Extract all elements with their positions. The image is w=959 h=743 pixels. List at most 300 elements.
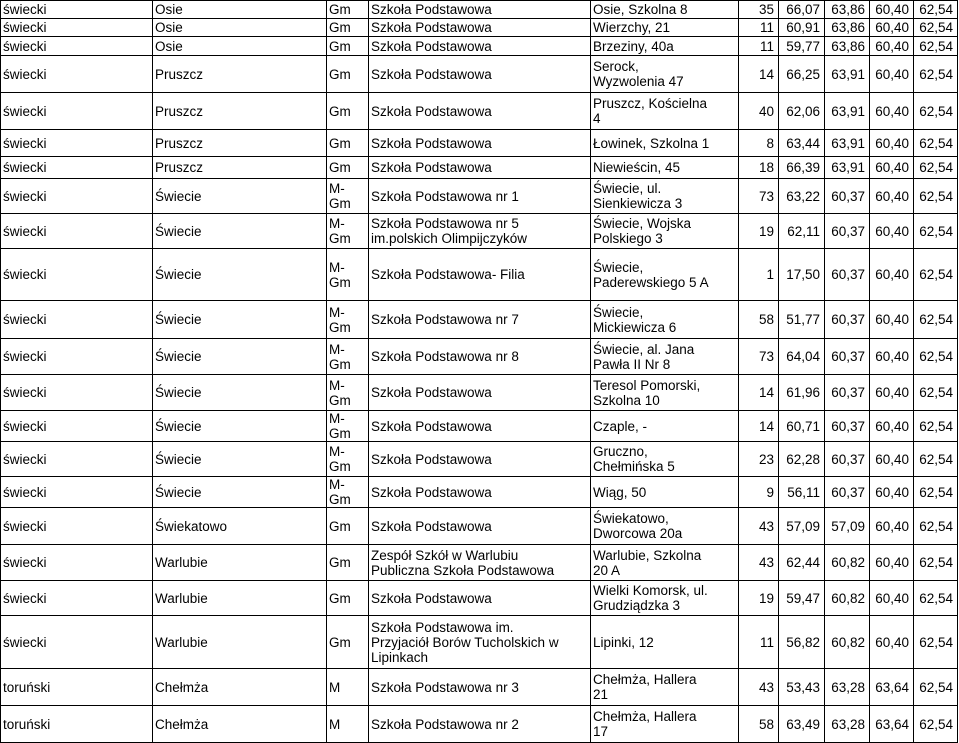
cell-score-powiat: 60,40: [870, 545, 914, 581]
cell-szkola: [369, 249, 591, 301]
table-row: [1, 56, 958, 93]
cell-typ: Gm: [327, 1, 369, 19]
cell-powiat: świecki: [1, 411, 153, 442]
cell-szkola-line: Szkoła Podstawowa: [371, 103, 492, 119]
cell-score-powiat: 60,40: [870, 508, 914, 545]
cell-szkola: [369, 375, 591, 411]
cell-szkola-line: Szkoła Podstawowa nr 5: [371, 216, 519, 231]
cell-typ: M-Gm: [327, 179, 369, 214]
cell-adres-line: Wielki Komorsk, ul.: [593, 583, 708, 598]
cell-powiat: świecki: [1, 1, 153, 19]
cell-adres: [591, 616, 739, 669]
cell-gmina: Świecie: [153, 375, 327, 411]
cell-typ: Gm: [327, 581, 369, 616]
cell-adres: [591, 179, 739, 214]
cell-score-wojewodztwo: 62,54: [914, 669, 958, 706]
table-row: [1, 249, 958, 301]
cell-score-gmina: 63,86: [825, 1, 870, 19]
cell-szkola: [369, 1, 591, 19]
cell-score-wojewodztwo: 62,54: [914, 581, 958, 616]
cell-typ: Gm: [327, 130, 369, 157]
cell-score-powiat: 60,40: [870, 477, 914, 508]
cell-score-school: 57,09: [779, 508, 825, 545]
table-row: [1, 37, 958, 56]
cell-typ: Gm: [327, 545, 369, 581]
cell-adres-line: Niewieścin, 45: [593, 160, 681, 175]
cell-szkola-line: Szkoła Podstawowa nr 1: [371, 188, 519, 204]
cell-score-school: 64,04: [779, 339, 825, 375]
cell-szkola-line: Publiczna Szkoła Podstawowa: [371, 562, 555, 578]
cell-szkola: [369, 616, 591, 669]
cell-adres-line: Brzeziny, 40a: [593, 38, 674, 54]
cell-powiat: świecki: [1, 56, 153, 93]
cell-powiat: toruński: [1, 669, 153, 706]
cell-typ: M-Gm: [327, 301, 369, 339]
cell-score-wojewodztwo: 62,54: [914, 301, 958, 339]
cell-score-gmina: 60,37: [825, 179, 870, 214]
cell-score-powiat: 60,40: [870, 301, 914, 339]
cell-score-powiat: 60,40: [870, 56, 914, 93]
cell-score-gmina: 60,37: [825, 339, 870, 375]
cell-adres: [591, 508, 739, 545]
cell-score-wojewodztwo: 62,54: [914, 706, 958, 743]
cell-adres-line: Serock,: [593, 59, 639, 74]
cell-score-school: 63,49: [779, 706, 825, 743]
cell-score-school: 53,43: [779, 669, 825, 706]
table-row: [1, 477, 958, 508]
cell-typ: M-Gm: [327, 411, 369, 442]
cell-count: 23: [739, 442, 779, 477]
cell-score-school: 62,28: [779, 442, 825, 477]
cell-adres: [591, 301, 739, 339]
cell-adres-line: Pruszcz, Kościelna: [593, 96, 708, 111]
cell-count: 14: [739, 411, 779, 442]
cell-count: 40: [739, 93, 779, 130]
cell-score-gmina: 63,91: [825, 93, 870, 130]
cell-szkola-line: Szkoła Podstawowa nr 8: [371, 349, 519, 364]
cell-adres-line: Czaple, -: [593, 418, 648, 434]
cell-powiat: świecki: [1, 214, 153, 249]
cell-score-school: 62,11: [779, 214, 825, 249]
cell-count: 58: [739, 301, 779, 339]
cell-score-wojewodztwo: 62,54: [914, 19, 958, 37]
table-row: [1, 545, 958, 581]
cell-score-powiat: 60,40: [870, 1, 914, 19]
cell-count: 58: [739, 706, 779, 743]
cell-gmina: Chełmża: [153, 669, 327, 706]
cell-score-powiat: 60,40: [870, 339, 914, 375]
table-row: [1, 93, 958, 130]
cell-adres: [591, 56, 739, 93]
cell-score-gmina: 60,82: [825, 581, 870, 616]
cell-szkola: [369, 214, 591, 249]
cell-gmina: Świecie: [153, 477, 327, 508]
cell-score-school: 61,96: [779, 375, 825, 411]
cell-score-wojewodztwo: 62,54: [914, 157, 958, 179]
cell-adres-line: Chełmża, Hallera: [593, 672, 697, 687]
cell-score-powiat: 60,40: [870, 249, 914, 301]
cell-score-wojewodztwo: 62,54: [914, 545, 958, 581]
cell-adres-line: Paderewskiego 5 A: [593, 274, 709, 290]
cell-powiat: świecki: [1, 93, 153, 130]
cell-szkola-line: Szkoła Podstawowa: [371, 451, 492, 467]
cell-score-wojewodztwo: 62,54: [914, 411, 958, 442]
table-row: [1, 669, 958, 706]
cell-score-wojewodztwo: 62,54: [914, 442, 958, 477]
cell-szkola: [369, 93, 591, 130]
cell-count: 1: [739, 249, 779, 301]
cell-typ: M-Gm: [327, 214, 369, 249]
cell-score-wojewodztwo: 62,54: [914, 616, 958, 669]
cell-count: 11: [739, 616, 779, 669]
cell-adres-line: 4: [593, 111, 601, 126]
cell-count: 9: [739, 477, 779, 508]
cell-adres-line: Gruczno,: [593, 444, 648, 459]
cell-adres-line: Świecie, al. Jana: [593, 341, 695, 357]
cell-gmina: Świecie: [153, 249, 327, 301]
cell-count: 14: [739, 375, 779, 411]
cell-szkola: [369, 130, 591, 157]
cell-adres: [591, 1, 739, 19]
cell-score-wojewodztwo: 62,54: [914, 1, 958, 19]
cell-adres-line: Warlubie, Szkolna: [593, 547, 702, 563]
cell-gmina: Osie: [153, 1, 327, 19]
table-row: [1, 214, 958, 249]
cell-score-powiat: 60,40: [870, 616, 914, 669]
cell-szkola-line: Szkoła Podstawowa: [371, 590, 492, 606]
cell-szkola-line: Szkoła Podstawowa- Filia: [371, 267, 525, 282]
table-row: [1, 301, 958, 339]
cell-powiat: świecki: [1, 581, 153, 616]
cell-adres-line: Szkolna 10: [593, 392, 660, 408]
cell-szkola-line: Szkoła Podstawowa: [371, 160, 492, 175]
cell-typ: M-Gm: [327, 442, 369, 477]
cell-typ: M-Gm: [327, 339, 369, 375]
cell-adres: [591, 37, 739, 56]
cell-adres-line: Pawła II Nr 8: [593, 356, 671, 372]
cell-score-powiat: 60,40: [870, 442, 914, 477]
table-row: [1, 1, 958, 19]
cell-szkola-line: Szkoła Podstawowa nr 2: [371, 716, 519, 732]
cell-powiat: świecki: [1, 616, 153, 669]
cell-count: 11: [739, 37, 779, 56]
cell-szkola-line: Szkoła Podstawowa nr 3: [371, 679, 519, 695]
cell-score-powiat: 60,40: [870, 411, 914, 442]
cell-typ: Gm: [327, 56, 369, 93]
cell-typ: Gm: [327, 616, 369, 669]
table-row: [1, 581, 958, 616]
cell-adres-line: Świekatowo,: [593, 511, 669, 526]
cell-adres-line: Sienkiewicza 3: [593, 196, 683, 211]
cell-score-wojewodztwo: 62,54: [914, 477, 958, 508]
cell-adres: [591, 19, 739, 37]
cell-score-school: 66,07: [779, 1, 825, 19]
cell-szkola-line: Szkoła Podstawowa: [371, 38, 492, 54]
cell-score-gmina: 60,82: [825, 616, 870, 669]
cell-score-wojewodztwo: 62,54: [914, 130, 958, 157]
cell-count: 18: [739, 157, 779, 179]
cell-adres-line: Wierzchy, 21: [593, 20, 671, 35]
cell-powiat: świecki: [1, 339, 153, 375]
cell-adres: [591, 214, 739, 249]
cell-szkola: [369, 56, 591, 93]
cell-score-gmina: 60,82: [825, 545, 870, 581]
cell-szkola: [369, 508, 591, 545]
cell-score-powiat: 60,40: [870, 179, 914, 214]
cell-count: 8: [739, 130, 779, 157]
cell-score-wojewodztwo: 62,54: [914, 508, 958, 545]
cell-score-wojewodztwo: 62,54: [914, 93, 958, 130]
cell-gmina: Warlubie: [153, 545, 327, 581]
cell-score-gmina: 63,86: [825, 19, 870, 37]
cell-adres-line: Wiąg, 50: [593, 484, 647, 500]
cell-gmina: Świecie: [153, 411, 327, 442]
cell-score-gmina: 60,37: [825, 249, 870, 301]
cell-szkola: [369, 581, 591, 616]
cell-powiat: świecki: [1, 37, 153, 56]
cell-count: 14: [739, 56, 779, 93]
cell-score-gmina: 63,91: [825, 157, 870, 179]
cell-powiat: świecki: [1, 249, 153, 301]
cell-adres: [591, 375, 739, 411]
cell-adres-line: 21: [593, 687, 609, 702]
cell-gmina: Pruszcz: [153, 130, 327, 157]
cell-szkola-line: Szkoła Podstawowa nr 7: [371, 312, 519, 327]
cell-count: 11: [739, 19, 779, 37]
cell-score-school: 17,50: [779, 249, 825, 301]
cell-adres-line: 17: [593, 724, 609, 739]
cell-szkola-line: Przyjaciół Borów Tucholskich w: [371, 634, 559, 650]
cell-score-school: 63,44: [779, 130, 825, 157]
cell-score-gmina: 57,09: [825, 508, 870, 545]
cell-typ: M: [327, 669, 369, 706]
cell-adres-line: Chełmińska 5: [593, 459, 675, 474]
cell-count: 43: [739, 669, 779, 706]
cell-szkola-line: Szkoła Podstawowa: [371, 385, 492, 400]
cell-score-gmina: 63,86: [825, 37, 870, 56]
cell-adres-line: Mickiewicza 6: [593, 319, 677, 335]
table-row: [1, 179, 958, 214]
cell-gmina: Świekatowo: [153, 508, 327, 545]
cell-score-powiat: 60,40: [870, 375, 914, 411]
cell-adres-line: Świecie, Wojska: [593, 216, 692, 231]
cell-powiat: świecki: [1, 375, 153, 411]
cell-adres-line: Osie, Szkolna 8: [593, 2, 688, 17]
cell-score-gmina: 60,37: [825, 477, 870, 508]
cell-score-wojewodztwo: 62,54: [914, 214, 958, 249]
cell-typ: M-Gm: [327, 477, 369, 508]
table-row: [1, 706, 958, 743]
cell-adres-line: Lipinki, 12: [593, 634, 654, 650]
cell-szkola-line: Szkoła Podstawowa: [371, 66, 492, 82]
cell-powiat: świecki: [1, 130, 153, 157]
cell-count: 73: [739, 339, 779, 375]
cell-gmina: Świecie: [153, 442, 327, 477]
cell-adres-line: 20 A: [593, 562, 621, 578]
cell-adres: [591, 442, 739, 477]
cell-score-school: 63,22: [779, 179, 825, 214]
cell-score-gmina: 63,28: [825, 669, 870, 706]
cell-szkola: [369, 411, 591, 442]
cell-score-wojewodztwo: 62,54: [914, 37, 958, 56]
cell-score-school: 59,77: [779, 37, 825, 56]
cell-score-wojewodztwo: 62,54: [914, 56, 958, 93]
cell-typ: M: [327, 706, 369, 743]
cell-score-gmina: 63,28: [825, 706, 870, 743]
cell-score-gmina: 60,37: [825, 442, 870, 477]
table-row: [1, 19, 958, 37]
cell-typ: M-Gm: [327, 249, 369, 301]
cell-adres-line: Dworcowa 20a: [593, 526, 683, 541]
cell-adres: [591, 93, 739, 130]
table-row: [1, 157, 958, 179]
cell-score-wojewodztwo: 62,54: [914, 249, 958, 301]
cell-count: 43: [739, 545, 779, 581]
cell-gmina: Pruszcz: [153, 56, 327, 93]
cell-szkola-line: Szkoła Podstawowa im.: [371, 619, 514, 635]
cell-adres: [591, 477, 739, 508]
table-row: [1, 375, 958, 411]
cell-score-school: 60,91: [779, 19, 825, 37]
cell-powiat: świecki: [1, 477, 153, 508]
cell-adres-line: Teresol Pomorski,: [593, 377, 701, 393]
cell-score-school: 60,71: [779, 411, 825, 442]
cell-szkola-line: Szkoła Podstawowa: [371, 135, 492, 151]
cell-count: 43: [739, 508, 779, 545]
cell-score-powiat: 63,64: [870, 669, 914, 706]
cell-adres-line: Grudziądzka 3: [593, 598, 681, 613]
table-row: [1, 508, 958, 545]
cell-adres: [591, 581, 739, 616]
table-body: [1, 1, 958, 743]
cell-adres: [591, 545, 739, 581]
cell-powiat: świecki: [1, 442, 153, 477]
cell-score-school: 62,44: [779, 545, 825, 581]
cell-szkola: [369, 157, 591, 179]
cell-szkola: [369, 301, 591, 339]
cell-typ: Gm: [327, 37, 369, 56]
cell-score-wojewodztwo: 62,54: [914, 179, 958, 214]
cell-count: 35: [739, 1, 779, 19]
cell-szkola-line: Szkoła Podstawowa: [371, 518, 492, 534]
cell-typ: Gm: [327, 157, 369, 179]
cell-typ: Gm: [327, 19, 369, 37]
table-row: [1, 616, 958, 669]
cell-szkola: [369, 477, 591, 508]
cell-gmina: Osie: [153, 19, 327, 37]
cell-score-school: 66,39: [779, 157, 825, 179]
cell-score-powiat: 60,40: [870, 19, 914, 37]
cell-szkola-line: im.polskich Olimpijczyków: [371, 231, 528, 246]
cell-score-powiat: 63,64: [870, 706, 914, 743]
cell-szkola-line: Lipinkach: [371, 649, 429, 665]
cell-adres-line: Świecie,: [593, 304, 644, 320]
cell-gmina: Osie: [153, 37, 327, 56]
cell-szkola: [369, 545, 591, 581]
table-row: [1, 411, 958, 442]
cell-szkola: [369, 706, 591, 743]
cell-powiat: świecki: [1, 179, 153, 214]
cell-powiat: świecki: [1, 157, 153, 179]
cell-score-school: 62,06: [779, 93, 825, 130]
cell-szkola-line: Szkoła Podstawowa: [371, 2, 492, 17]
cell-adres-line: Chełmża, Hallera: [593, 709, 697, 724]
cell-powiat: świecki: [1, 545, 153, 581]
cell-adres-line: Wyzwolenia 47: [593, 74, 684, 89]
cell-score-powiat: 60,40: [870, 37, 914, 56]
cell-adres-line: Łowinek, Szkolna 1: [593, 135, 710, 151]
table-row: [1, 442, 958, 477]
cell-szkola: [369, 37, 591, 56]
cell-adres: [591, 130, 739, 157]
cell-gmina: Świecie: [153, 179, 327, 214]
cell-score-gmina: 60,37: [825, 214, 870, 249]
cell-score-school: 51,77: [779, 301, 825, 339]
cell-szkola: [369, 179, 591, 214]
table-row: [1, 130, 958, 157]
cell-gmina: Świecie: [153, 214, 327, 249]
cell-szkola-line: Szkoła Podstawowa: [371, 418, 492, 434]
cell-score-gmina: 63,91: [825, 130, 870, 157]
cell-score-wojewodztwo: 62,54: [914, 375, 958, 411]
cell-score-school: 56,82: [779, 616, 825, 669]
cell-szkola: [369, 339, 591, 375]
cell-szkola: [369, 669, 591, 706]
cell-powiat: toruński: [1, 706, 153, 743]
cell-score-powiat: 60,40: [870, 581, 914, 616]
cell-score-powiat: 60,40: [870, 157, 914, 179]
cell-score-powiat: 60,40: [870, 214, 914, 249]
cell-count: 19: [739, 581, 779, 616]
cell-typ: M-Gm: [327, 375, 369, 411]
cell-gmina: Świecie: [153, 339, 327, 375]
cell-adres: [591, 339, 739, 375]
cell-szkola-line: Szkoła Podstawowa: [371, 20, 492, 35]
cell-gmina: Warlubie: [153, 616, 327, 669]
table-row: [1, 339, 958, 375]
cell-szkola: [369, 19, 591, 37]
cell-gmina: Świecie: [153, 301, 327, 339]
cell-szkola-line: Zespół Szkół w Warlubiu: [371, 547, 519, 563]
cell-score-school: 59,47: [779, 581, 825, 616]
cell-score-school: 66,25: [779, 56, 825, 93]
cell-score-wojewodztwo: 62,54: [914, 339, 958, 375]
cell-score-gmina: 60,37: [825, 411, 870, 442]
cell-adres-line: Świecie, ul.: [593, 181, 662, 196]
cell-count: 73: [739, 179, 779, 214]
cell-score-powiat: 60,40: [870, 93, 914, 130]
cell-adres: [591, 157, 739, 179]
cell-gmina: Warlubie: [153, 581, 327, 616]
cell-adres: [591, 411, 739, 442]
cell-powiat: świecki: [1, 301, 153, 339]
cell-typ: Gm: [327, 508, 369, 545]
cell-powiat: świecki: [1, 508, 153, 545]
cell-gmina: Pruszcz: [153, 93, 327, 130]
cell-score-school: 56,11: [779, 477, 825, 508]
cell-adres: [591, 669, 739, 706]
cell-count: 19: [739, 214, 779, 249]
cell-score-gmina: 60,37: [825, 301, 870, 339]
cell-score-gmina: 60,37: [825, 375, 870, 411]
cell-powiat: świecki: [1, 19, 153, 37]
cell-adres-line: Świecie,: [593, 259, 644, 275]
cell-gmina: Chełmża: [153, 706, 327, 743]
cell-adres: [591, 249, 739, 301]
cell-adres-line: Polskiego 3: [593, 231, 663, 246]
cell-typ: Gm: [327, 93, 369, 130]
cell-adres: [591, 706, 739, 743]
